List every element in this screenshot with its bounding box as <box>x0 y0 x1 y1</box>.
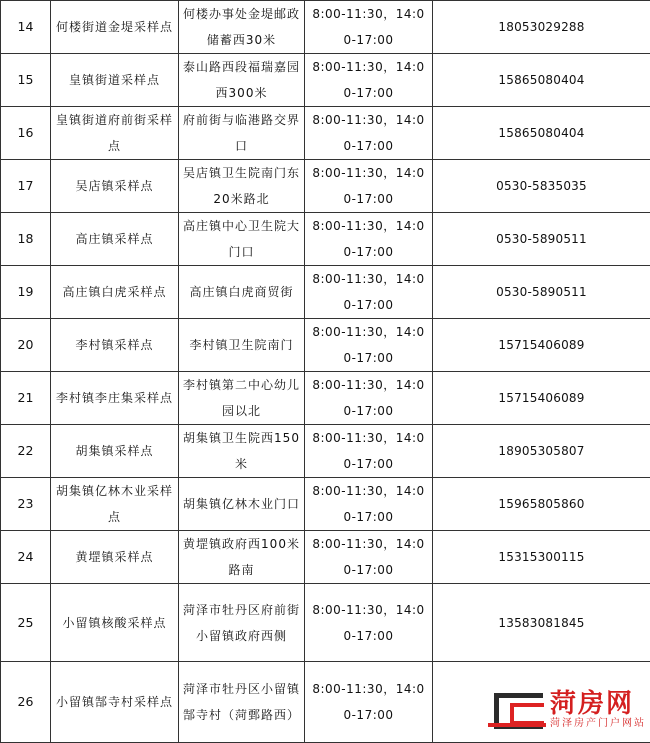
row-number-cell <box>1 266 51 319</box>
row-number: 24 <box>14 544 38 570</box>
contact-phone-cell <box>433 478 650 531</box>
service-hours-cell <box>305 1 433 54</box>
row-number: 22 <box>14 438 38 464</box>
point-name: 胡集镇亿林木业采样点 <box>51 478 178 530</box>
row-number-cell <box>1 54 51 107</box>
table-row <box>1 54 650 107</box>
point-name: 皇镇街道采样点 <box>65 67 164 93</box>
service-hours-cell <box>305 266 433 319</box>
point-name: 吴店镇采样点 <box>71 173 157 199</box>
point-name-cell <box>51 160 179 213</box>
row-number: 20 <box>14 332 38 358</box>
point-address-cell <box>179 584 305 662</box>
row-number-cell <box>1 531 51 584</box>
point-address-cell <box>179 319 305 372</box>
point-address: 何楼办事处金堤邮政储蓄西30米 <box>179 1 304 53</box>
contact-phone-cell <box>433 266 650 319</box>
service-hours-cell <box>305 662 433 743</box>
point-address: 胡集镇亿林木业门口 <box>179 491 304 517</box>
row-number: 17 <box>14 173 38 199</box>
service-hours: 8:00-11:30，14:00-17:00 <box>305 425 432 477</box>
point-name: 李村镇采样点 <box>71 332 157 358</box>
row-number-cell <box>1 1 51 54</box>
table-row <box>1 531 650 584</box>
watermark-subtitle: 菏泽房产门户网站 <box>550 718 646 730</box>
table-row <box>1 478 650 531</box>
contact-phone-cell <box>433 160 650 213</box>
point-address: 泰山路西段福瑞嘉园西300米 <box>179 54 304 106</box>
point-address: 李村镇第二中心幼儿园以北 <box>179 372 304 424</box>
row-number-cell <box>1 107 51 160</box>
point-address: 黄堽镇政府西100米路南 <box>179 531 304 583</box>
contact-phone: 15315300115 <box>494 544 588 570</box>
point-address-cell <box>179 54 305 107</box>
service-hours-cell <box>305 584 433 662</box>
service-hours: 8:00-11:30，14:00-17:00 <box>305 597 432 649</box>
row-number-cell <box>1 478 51 531</box>
contact-phone: 18053029288 <box>494 14 588 40</box>
service-hours: 8:00-11:30，14:00-17:00 <box>305 531 432 583</box>
contact-phone-cell <box>433 425 650 478</box>
contact-phone: 0530-5835035 <box>492 173 591 199</box>
row-number: 18 <box>14 226 38 252</box>
contact-phone: 15715406089 <box>494 385 588 411</box>
contact-phone-cell <box>433 584 650 662</box>
point-name-cell <box>51 266 179 319</box>
point-address-cell <box>179 425 305 478</box>
point-name: 何楼街道金堤采样点 <box>52 14 177 40</box>
point-name-cell <box>51 107 179 160</box>
service-hours-cell <box>305 372 433 425</box>
contact-phone: 15865080404 <box>494 120 588 146</box>
service-hours: 8:00-11:30，14:00-17:00 <box>305 213 432 265</box>
point-name: 黄堽镇采样点 <box>71 544 157 570</box>
row-number-cell <box>1 584 51 662</box>
service-hours-cell <box>305 160 433 213</box>
service-hours: 8:00-11:30，14:00-17:00 <box>305 1 432 53</box>
point-address: 菏泽市牡丹区府前街小留镇政府西侧 <box>179 597 304 649</box>
point-address: 高庄镇白虎商贸街 <box>185 279 297 305</box>
point-address: 吴店镇卫生院南门东20米路北 <box>179 160 304 212</box>
point-address-cell <box>179 266 305 319</box>
table-row <box>1 160 650 213</box>
service-hours: 8:00-11:30，14:00-17:00 <box>305 266 432 318</box>
row-number: 19 <box>14 279 38 305</box>
service-hours: 8:00-11:30，14:00-17:00 <box>305 107 432 159</box>
service-hours: 8:00-11:30，14:00-17:00 <box>305 372 432 424</box>
point-address-cell <box>179 107 305 160</box>
point-address: 胡集镇卫生院西150米 <box>179 425 304 477</box>
point-name: 小留镇郜寺村采样点 <box>52 689 177 715</box>
contact-phone: 13583081845 <box>494 610 588 636</box>
service-hours: 8:00-11:30，14:00-17:00 <box>305 319 432 371</box>
point-name-cell <box>51 531 179 584</box>
contact-phone-cell <box>433 54 650 107</box>
service-hours-cell <box>305 319 433 372</box>
table-row <box>1 1 650 54</box>
table-row <box>1 213 650 266</box>
row-number: 16 <box>14 120 38 146</box>
point-address-cell <box>179 478 305 531</box>
contact-phone: 0530-5890511 <box>492 279 591 305</box>
row-number-cell <box>1 160 51 213</box>
point-name: 小留镇核酸采样点 <box>58 610 170 636</box>
point-name: 胡集镇采样点 <box>71 438 157 464</box>
row-number-cell <box>1 372 51 425</box>
contact-phone: 0530-5890511 <box>492 226 591 252</box>
row-number: 14 <box>14 14 38 40</box>
contact-phone-cell <box>433 319 650 372</box>
point-name-cell <box>51 662 179 743</box>
contact-phone-cell <box>433 213 650 266</box>
service-hours-cell <box>305 425 433 478</box>
point-name: 高庄镇采样点 <box>71 226 157 252</box>
point-address-cell <box>179 531 305 584</box>
contact-phone: 18905305807 <box>494 438 588 464</box>
row-number-cell <box>1 662 51 743</box>
table-row <box>1 584 650 662</box>
service-hours: 8:00-11:30，14:00-17:00 <box>305 478 432 530</box>
point-name-cell <box>51 478 179 531</box>
hefang-watermark <box>488 684 648 736</box>
table-row <box>1 107 650 160</box>
service-hours-cell <box>305 54 433 107</box>
point-name-cell <box>51 213 179 266</box>
point-name: 皇镇街道府前街采样点 <box>51 107 178 159</box>
point-name-cell <box>51 425 179 478</box>
table-row <box>1 319 650 372</box>
point-name: 李村镇李庄集采样点 <box>52 385 177 411</box>
service-hours-cell <box>305 107 433 160</box>
row-number: 23 <box>14 491 38 517</box>
service-hours-cell <box>305 531 433 584</box>
service-hours: 8:00-11:30，14:00-17:00 <box>305 160 432 212</box>
contact-phone-cell <box>433 372 650 425</box>
point-address: 府前街与临港路交界口 <box>179 107 304 159</box>
point-name-cell <box>51 319 179 372</box>
row-number-cell <box>1 319 51 372</box>
contact-phone: 15715406089 <box>494 332 588 358</box>
service-hours-cell <box>305 478 433 531</box>
point-address-cell <box>179 213 305 266</box>
row-number: 15 <box>14 67 38 93</box>
watermark-title: 菏房网 <box>550 690 646 718</box>
service-hours: 8:00-11:30，14:00-17:00 <box>305 676 432 728</box>
hefang-logo-icon <box>488 687 546 733</box>
point-name: 高庄镇白虎采样点 <box>58 279 170 305</box>
contact-phone-cell <box>433 107 650 160</box>
contact-phone: 15865080404 <box>494 67 588 93</box>
contact-phone: 15965805860 <box>494 491 588 517</box>
point-address-cell <box>179 372 305 425</box>
row-number: 21 <box>14 385 38 411</box>
table-row <box>1 266 650 319</box>
table-row <box>1 372 650 425</box>
point-name-cell <box>51 584 179 662</box>
contact-phone-cell <box>433 1 650 54</box>
point-name-cell <box>51 54 179 107</box>
point-address: 李村镇卫生院南门 <box>185 332 297 358</box>
service-hours: 8:00-11:30，14:00-17:00 <box>305 54 432 106</box>
point-address-cell <box>179 1 305 54</box>
point-address: 高庄镇中心卫生院大门口 <box>179 213 304 265</box>
row-number: 26 <box>14 689 38 715</box>
row-number: 25 <box>14 610 38 636</box>
contact-phone-cell <box>433 531 650 584</box>
point-name-cell <box>51 1 179 54</box>
service-hours-cell <box>305 213 433 266</box>
point-address: 菏泽市牡丹区小留镇郜寺村（菏鄄路西） <box>179 676 304 728</box>
point-name-cell <box>51 372 179 425</box>
row-number-cell <box>1 213 51 266</box>
table-row <box>1 425 650 478</box>
point-address-cell <box>179 662 305 743</box>
point-address-cell <box>179 160 305 213</box>
row-number-cell <box>1 425 51 478</box>
